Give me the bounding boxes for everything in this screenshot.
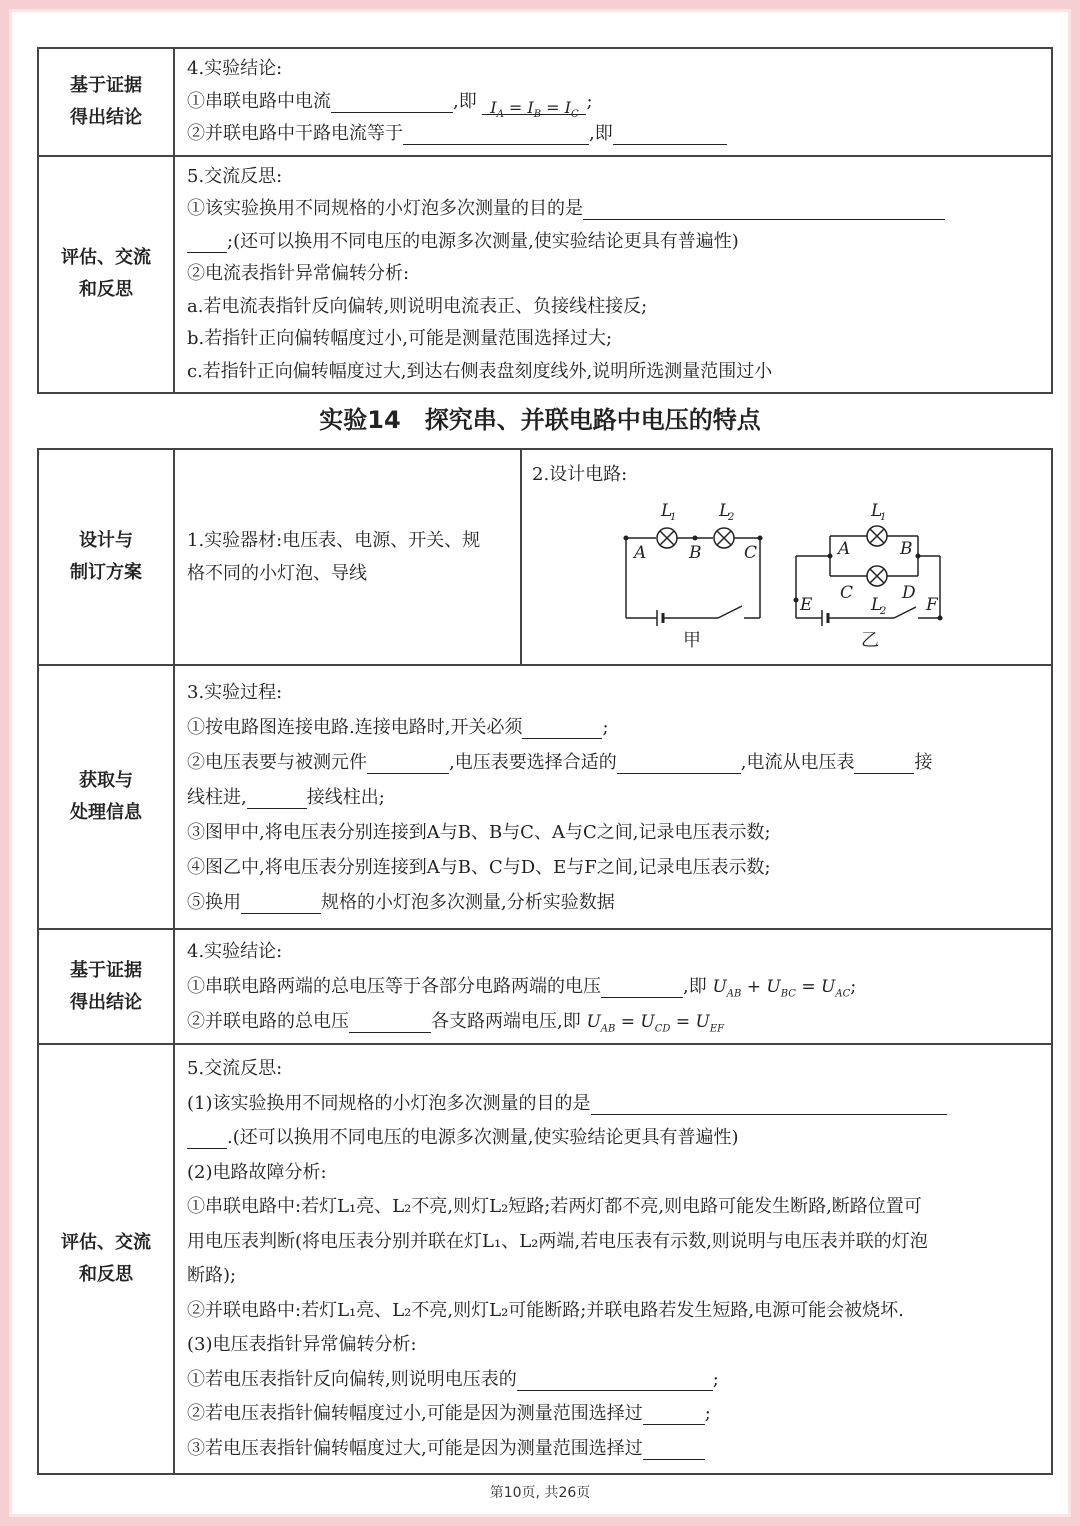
text: ; <box>712 1368 719 1390</box>
reflection-title: 5.交流反思: <box>187 165 283 187</box>
formula-current-series: $I_A = I_B = I_C$ <box>482 92 586 115</box>
text: ③若电压表指针偏转幅度过大,可能是因为测量范围选择过 <box>187 1437 643 1459</box>
conclusion-cell <box>174 48 1052 156</box>
label-yi: 乙 <box>861 630 879 651</box>
label-line: 制订方案 <box>70 562 142 583</box>
text: ②并联电路的总电压 <box>187 1011 349 1032</box>
label-sub: 1 <box>880 512 887 523</box>
circuit-diagrams <box>522 450 1022 664</box>
node-dot <box>758 536 762 540</box>
row-label <box>38 665 174 929</box>
label-A: A <box>838 539 851 559</box>
conclusion-series <box>187 86 1041 119</box>
text: ①该实验换用不同规格的小灯泡多次测量的目的是 <box>187 198 583 219</box>
table-row <box>38 449 1052 665</box>
process-line: ③图甲中,将电压表分别连接到A与B、B与C、A与C之间,记录电压表示数; <box>187 821 771 843</box>
text: 规格的小灯泡多次测量,分析实验数据 <box>321 891 615 913</box>
design-cell <box>174 449 1052 665</box>
label-line: 基于证据 <box>70 74 142 96</box>
page <box>12 12 1068 1514</box>
equipment-line: 格不同的小灯泡、导线 <box>187 563 367 584</box>
label-B: B <box>900 539 913 559</box>
process-line <box>187 780 1041 815</box>
conclusion-cell <box>174 929 1052 1044</box>
process-cell <box>174 665 1052 929</box>
answer-blank[interactable] <box>187 230 227 253</box>
reflection-line: b.若指针正向偏转幅度过小,可能是测量范围选择过大; <box>187 328 613 349</box>
answer-blank[interactable] <box>613 122 727 145</box>
row-label <box>38 156 174 394</box>
table-row <box>38 929 1052 1044</box>
switch-icon <box>718 606 742 618</box>
reflection-line <box>187 1087 1041 1122</box>
text: ②电压表要与被测元件 <box>187 751 367 773</box>
reflection-line: (2)电路故障分析: <box>187 1161 327 1183</box>
label-line: 获取与 <box>79 770 133 791</box>
text: ②并联电路中干路电流等于 <box>187 123 403 144</box>
answer-blank[interactable] <box>331 90 453 113</box>
label-A: A <box>634 543 647 563</box>
formula-voltage-parallel: $U_{AB} = U_{CD} = U_{EF}$ <box>586 1012 725 1035</box>
answer-blank[interactable] <box>187 1126 227 1149</box>
answer-blank[interactable] <box>367 751 449 774</box>
node-dot <box>794 598 798 602</box>
text: ,电压表要选择合适的 <box>449 751 617 773</box>
reflection-line <box>187 1432 1041 1467</box>
label-jia: 甲 <box>683 630 701 651</box>
equipment-box <box>175 450 522 664</box>
label-D: D <box>902 583 916 603</box>
row-label <box>38 449 174 665</box>
row-label <box>38 48 174 156</box>
text: ①串联电路两端的总电压等于各部分电路两端的电压 <box>187 976 601 997</box>
answer-blank[interactable] <box>517 1368 713 1391</box>
label-line: 基于证据 <box>70 959 142 981</box>
reflection-line <box>187 1363 1041 1398</box>
label-sub: 1 <box>670 512 677 523</box>
text: (1)该实验换用不同规格的小灯泡多次测量的目的是 <box>187 1092 591 1114</box>
label-L1: L <box>661 501 673 521</box>
node-dot <box>693 536 697 540</box>
answer-blank[interactable] <box>643 1402 705 1425</box>
process-line <box>187 885 1041 920</box>
label-C: C <box>840 583 854 603</box>
answer-blank[interactable] <box>583 197 945 220</box>
reflection-line: c.若指针正向偏转幅度过大,到达右侧表盘刻度线外,说明所选测量范围过小 <box>187 360 773 382</box>
text: ;(还可以换用不同电压的电源多次测量,使实验结论更具有普遍性) <box>227 230 739 252</box>
node-dot <box>938 616 942 620</box>
experiment-13-tail-table <box>37 47 1053 394</box>
label-L1: L <box>871 501 883 521</box>
reflection-line: ②电流表指针异常偏转分析: <box>187 263 410 284</box>
table-row <box>38 156 1052 394</box>
text: 接线柱出; <box>306 786 385 808</box>
circuit-yi <box>794 526 942 626</box>
text: ,即 <box>453 90 477 112</box>
conclusion-series <box>187 969 1041 1004</box>
conclusion-title: 4.实验结论: <box>187 58 283 79</box>
process-line <box>187 745 1041 780</box>
answer-blank[interactable] <box>591 1092 947 1115</box>
switch-icon <box>894 607 916 618</box>
label-line: 评估、交流 <box>61 1232 151 1253</box>
answer-blank[interactable] <box>403 122 589 145</box>
label-line: 和反思 <box>79 1264 133 1285</box>
formula-voltage-series: $U_{AB} + U_{BC} = U_{AC}$ <box>712 977 851 1000</box>
node-dot <box>828 554 832 558</box>
text: ,即 <box>589 123 613 144</box>
label-line: 得出结论 <box>70 106 142 128</box>
table-row <box>38 665 1052 929</box>
text: 线柱进, <box>187 786 247 808</box>
conclusion-parallel <box>187 118 1041 151</box>
reflection-line: ②并联电路中:若灯L₁亮、L₂不亮,则灯L₂可能断路;并联电路若发生短路,电源可能会被烧坏. <box>187 1299 904 1321</box>
answer-blank[interactable] <box>617 751 741 774</box>
node-dot <box>624 536 628 540</box>
label-sub: 2 <box>728 512 735 523</box>
answer-blank[interactable] <box>643 1437 705 1460</box>
text: ,即 <box>683 976 707 997</box>
label-B: B <box>689 543 702 563</box>
experiment-14-table <box>37 448 1053 1475</box>
reflection-line <box>187 1397 1041 1432</box>
label-L2: L <box>871 595 883 615</box>
process-title: 3.实验过程: <box>187 681 283 703</box>
text: ⑤换用 <box>187 891 241 913</box>
text: ②若电压表指针偏转幅度过小,可能是因为测量范围选择过 <box>187 1403 643 1424</box>
label-L2: L <box>719 501 731 521</box>
equipment-line: 1.实验器材:电压表、电源、开关、规 <box>187 530 481 551</box>
reflection-line: 断路); <box>187 1265 237 1286</box>
label-E: E <box>800 595 813 615</box>
answer-blank[interactable] <box>522 716 602 739</box>
answer-blank[interactable] <box>854 751 914 774</box>
text: 接 <box>914 751 933 773</box>
row-label <box>38 929 174 1044</box>
text: .(还可以换用不同电压的电源多次测量,使实验结论更具有普遍性) <box>227 1127 739 1148</box>
reflection-line: a.若电流表指针反向偏转,则说明电流表正、负接线柱接反; <box>187 295 648 317</box>
table-row <box>38 1044 1052 1474</box>
text: 各支路两端电压,即 <box>431 1011 581 1032</box>
text: ; <box>704 1403 711 1424</box>
reflection-line <box>187 1121 1041 1156</box>
reflection-line <box>187 193 1041 226</box>
label-sub: 2 <box>880 606 887 617</box>
text: ①按电路图连接电路.连接电路时,开关必须 <box>187 716 523 738</box>
label-line: 处理信息 <box>70 802 142 823</box>
text: ,电流从电压表 <box>740 751 855 773</box>
design-split <box>175 450 1051 664</box>
circuit-box <box>522 450 1051 664</box>
node-dot <box>916 554 920 558</box>
text: ; <box>586 90 593 112</box>
answer-blank[interactable] <box>241 891 321 914</box>
answer-blank[interactable] <box>601 975 683 998</box>
label-line: 得出结论 <box>70 991 142 1013</box>
label-line: 和反思 <box>79 279 133 301</box>
label-F: F <box>926 595 938 615</box>
reflection-line <box>187 226 1041 259</box>
reflection-line: ①串联电路中:若灯L₁亮、L₂不亮,则灯L₂短路;若两灯都不亮,则电路可能发生断路,断路位置可 <box>187 1196 922 1217</box>
answer-blank[interactable] <box>349 1010 431 1033</box>
process-line: ④图乙中,将电压表分别连接到A与B、C与D、E与F之间,记录电压表示数; <box>187 856 771 878</box>
text: ①串联电路中电流 <box>187 90 331 112</box>
reflection-title: 5.交流反思: <box>187 1058 283 1079</box>
section-title: 实验14 探究串、并联电路中电压的特点 <box>319 406 761 434</box>
reflection-cell <box>174 1044 1052 1474</box>
row-label <box>38 1044 174 1474</box>
conclusion-title: 4.实验结论: <box>187 941 283 962</box>
answer-blank[interactable] <box>247 786 307 809</box>
page-footer: 第10页, 共26页 <box>489 1485 591 1501</box>
circuit-title: 2.设计电路: <box>532 464 628 485</box>
reflection-line: (3)电压表指针异常偏转分析: <box>187 1334 417 1355</box>
label-line: 评估、交流 <box>61 247 151 269</box>
table-row <box>38 48 1052 156</box>
reflection-line: 用电压表判断(将电压表分别并联在灯L₁、L₂两端,若电压表有示数,则说明与电压表并联的灯泡 <box>187 1230 928 1252</box>
label-C: C <box>744 543 758 563</box>
label-line: 设计与 <box>79 530 133 551</box>
process-line <box>187 710 1041 745</box>
reflection-cell <box>174 156 1052 394</box>
text: ①若电压表指针反向偏转,则说明电压表的 <box>187 1368 517 1390</box>
conclusion-parallel <box>187 1004 1041 1039</box>
text: ; <box>850 976 857 997</box>
text: ; <box>602 716 609 738</box>
